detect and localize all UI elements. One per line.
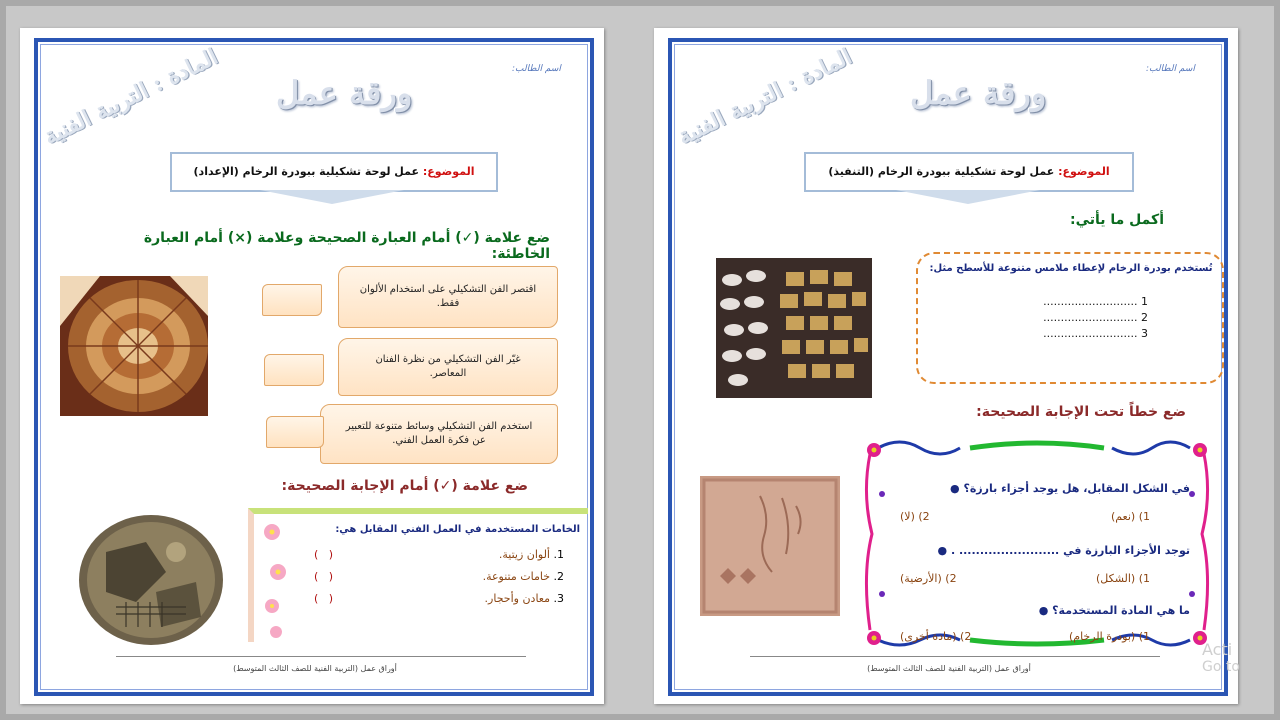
option-label: ألوان زيتية.	[498, 548, 550, 561]
answer-option[interactable]: 2) (مادة أخرى)	[900, 630, 972, 643]
activate-line: Acti	[1202, 640, 1233, 659]
blank-line-item[interactable]: 3 ...........................	[1043, 327, 1148, 340]
statement-scroll: غيّر الفن التشكيلي من نظرة الفنان المعاصر.	[338, 338, 558, 396]
true-false-instruction: ضع علامة (✓) أمام العبارة الصحيحة وعلامة (×) أمام العبارة الخاطئة:	[143, 230, 550, 262]
mcq-option-row	[314, 548, 564, 561]
page-title: ورقة عمل	[910, 74, 1047, 112]
student-name-label: اسم الطالب:	[1146, 64, 1195, 74]
activate-windows-watermark	[1202, 640, 1240, 675]
answer-option[interactable]: 1) (الشكل)	[1096, 572, 1150, 585]
left-page	[20, 28, 604, 704]
topic-label: الموضوع:	[422, 165, 475, 178]
question-text: ما هي المادة المستخدمة؟	[1052, 604, 1190, 617]
student-name-label: اسم الطالب:	[512, 64, 561, 74]
option-label: خامات متنوعة.	[482, 570, 550, 583]
mcq-box	[248, 508, 588, 642]
dome-photo	[60, 276, 208, 416]
topic-box	[170, 152, 498, 192]
option-text	[485, 592, 564, 605]
complete-list	[1022, 294, 1148, 342]
option-text	[483, 570, 564, 583]
underline-heading: ضع خطاً تحت الإجابة الصحيحة:	[976, 404, 1186, 420]
question-text: في الشكل المقابل، هل يوجد أجزاء بارزة؟	[963, 482, 1190, 495]
mcq-option-row	[314, 570, 564, 583]
footer-divider	[750, 656, 1160, 657]
answer-option[interactable]: 2) (لا)	[900, 510, 930, 523]
answer-box[interactable]	[264, 354, 324, 386]
right-page	[654, 28, 1238, 704]
complete-prompt: تُستخدم بودرة الرخام لإعطاء ملامس متنوعة للأسطح مثل:	[929, 263, 1213, 274]
option-number: 3.	[553, 592, 564, 605]
answer-box[interactable]	[266, 416, 324, 448]
answer-option[interactable]: 1) (نعم)	[1110, 510, 1150, 523]
answer-row	[900, 630, 1150, 643]
marble-texture-photo	[716, 258, 872, 398]
statement-scroll: اقتصر الفن التشكيلي على استخدام الألوان فقط.	[338, 266, 558, 328]
artwork-medallion-photo	[76, 512, 226, 648]
answer-row	[900, 572, 1150, 585]
ornamental-border	[860, 434, 1214, 652]
relief-artwork-photo	[700, 476, 840, 616]
footer-text: أوراق عمل (التربية الفنية للصف الثالث المتوسط)	[867, 664, 1031, 673]
question-item: ما هي المادة المستخدمة؟ ●	[1038, 604, 1190, 617]
answer-parentheses[interactable]: ( )	[314, 548, 334, 561]
topic-text: عمل لوحة تشكيلية ببودرة الرخام (التنفيذ)	[828, 165, 1055, 178]
footer-text: أوراق عمل (التربية الفنية للصف الثالث المتوسط)	[233, 664, 397, 673]
footer-divider	[116, 656, 526, 657]
answer-parentheses[interactable]: ( )	[314, 570, 334, 583]
subject-watermark: المادة : التربية الفنية	[39, 43, 222, 151]
topic-box	[804, 152, 1134, 192]
topic-text: عمل لوحة تشكيلية ببودرة الرخام (الإعداد)	[193, 165, 420, 178]
document-viewer	[6, 6, 1274, 714]
statement-scroll: استخدم الفن التشكيلي وسائط متنوعة للتعبير عن فكرة العمل الفني.	[320, 404, 558, 464]
blank-line-item[interactable]: 2 ...........................	[1043, 311, 1148, 324]
topic-arrow	[260, 190, 404, 204]
option-number: 1.	[553, 548, 564, 561]
mcq-option-row	[314, 592, 564, 605]
answer-option[interactable]: 1) (بودرة الرخام)	[1068, 630, 1150, 643]
option-text	[499, 548, 564, 561]
activate-line: Go to	[1202, 659, 1240, 675]
answer-parentheses[interactable]: ( )	[314, 592, 334, 605]
topic-arrow	[896, 190, 1040, 204]
blank-line-item[interactable]: 1 ...........................	[1043, 295, 1148, 308]
subject-watermark: المادة : التربية الفنية	[673, 43, 856, 151]
option-label: معادن وأحجار.	[484, 592, 550, 605]
ornamental-question-frame	[860, 434, 1214, 652]
answer-row	[900, 510, 1150, 523]
question-item: توجد الأجزاء البارزة في ........................ . ●	[937, 544, 1190, 557]
mcq-question: الخامات المستخدمة في العمل الفني المقابل هي:	[335, 524, 580, 535]
choose-instruction: ضع علامة (✓) أمام الإجابة الصحيحة:	[281, 478, 528, 494]
page-title: ورقة عمل	[276, 74, 413, 112]
complete-heading: أكمل ما يأتي:	[1069, 212, 1164, 228]
answer-box[interactable]	[262, 284, 322, 316]
option-number: 2.	[553, 570, 564, 583]
question-text: توجد الأجزاء البارزة في ........................ .	[950, 544, 1190, 557]
answer-option[interactable]: 2) (الأرضية)	[900, 572, 957, 585]
complete-box	[916, 252, 1224, 384]
flower-decoration	[254, 520, 298, 640]
question-item: في الشكل المقابل، هل يوجد أجزاء بارزة؟ ●	[950, 482, 1190, 495]
topic-label: الموضوع:	[1058, 165, 1110, 178]
